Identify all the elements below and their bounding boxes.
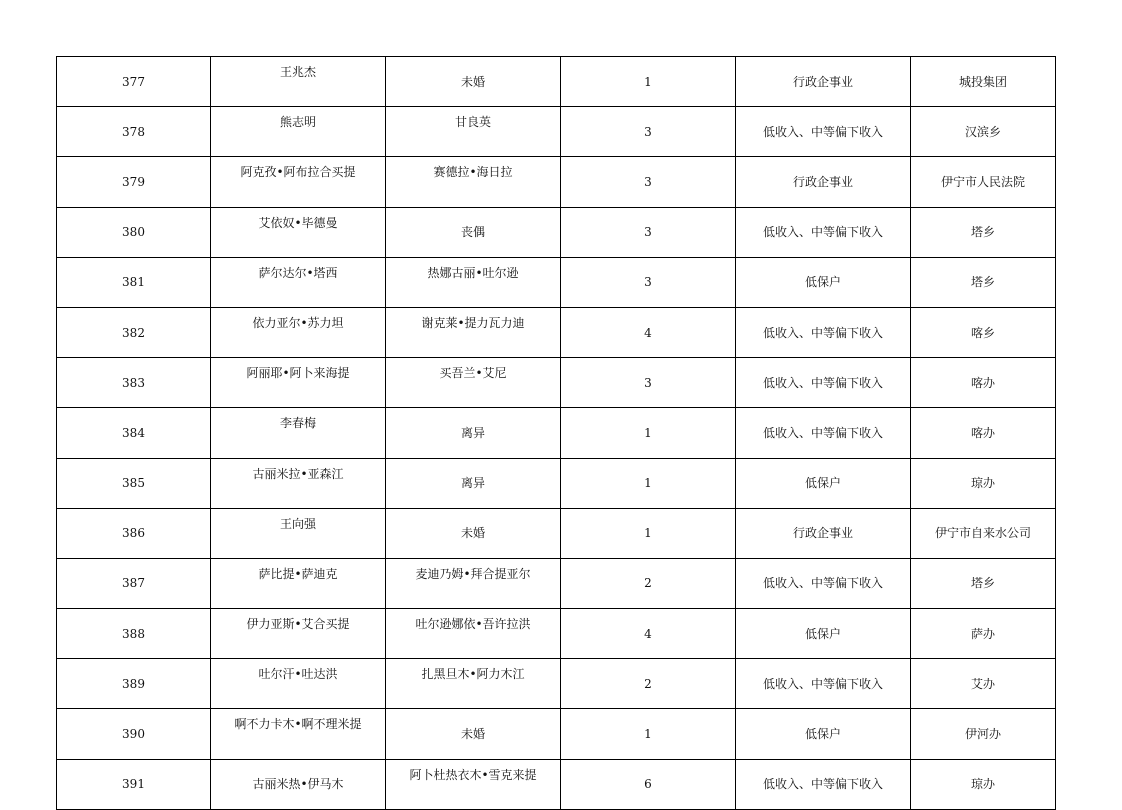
work-unit-cell: 塔乡 — [911, 257, 1056, 307]
row-number-cell: 378 — [57, 107, 211, 157]
work-unit-cell: 喀乡 — [911, 307, 1056, 357]
table-row — [57, 659, 1056, 709]
applicant-name-cell: 古丽米热•伊马木 — [211, 759, 386, 809]
category-cell: 低保户 — [736, 458, 911, 508]
applicant-name-cell: 阿丽耶•阿卜来海提 — [211, 358, 386, 408]
work-unit-cell: 喀办 — [911, 358, 1056, 408]
applicant-name-cell: 萨比提•萨迪克 — [211, 558, 386, 608]
row-number-cell: 377 — [57, 57, 211, 107]
household-size-cell: 3 — [561, 107, 736, 157]
applicant-name-cell: 李春梅 — [211, 408, 386, 458]
work-unit-cell: 艾办 — [911, 659, 1056, 709]
work-unit-cell: 汉滨乡 — [911, 107, 1056, 157]
spouse-cell: 未婚 — [386, 508, 561, 558]
work-unit-cell: 塔乡 — [911, 558, 1056, 608]
household-size-cell: 1 — [561, 709, 736, 759]
applicant-name-cell: 萨尔达尔•塔西 — [211, 257, 386, 307]
category-cell: 低收入、中等偏下收入 — [736, 659, 911, 709]
table-row — [57, 558, 1056, 608]
category-cell: 低收入、中等偏下收入 — [736, 358, 911, 408]
spouse-cell: 丧偶 — [386, 207, 561, 257]
household-size-cell: 1 — [561, 408, 736, 458]
applicant-name-cell: 吐尔汗•吐达洪 — [211, 659, 386, 709]
spouse-cell: 谢克莱•提力瓦力迪 — [386, 307, 561, 357]
household-size-cell: 1 — [561, 458, 736, 508]
category-cell: 低保户 — [736, 609, 911, 659]
row-number-cell: 380 — [57, 207, 211, 257]
spouse-cell: 热娜古丽•吐尔逊 — [386, 257, 561, 307]
applicant-name-cell: 阿克孜•阿布拉合买提 — [211, 157, 386, 207]
household-size-cell: 2 — [561, 659, 736, 709]
applicant-name-cell: 熊志明 — [211, 107, 386, 157]
category-cell: 低收入、中等偏下收入 — [736, 207, 911, 257]
spouse-cell: 离异 — [386, 458, 561, 508]
category-cell: 低收入、中等偏下收入 — [736, 408, 911, 458]
applicant-name-cell: 古丽米拉•亚森江 — [211, 458, 386, 508]
category-cell: 行政企事业 — [736, 508, 911, 558]
table-row — [57, 157, 1056, 207]
household-size-cell: 4 — [561, 609, 736, 659]
household-size-cell: 1 — [561, 57, 736, 107]
work-unit-cell: 城投集团 — [911, 57, 1056, 107]
work-unit-cell: 琼办 — [911, 759, 1056, 809]
spouse-cell: 甘良英 — [386, 107, 561, 157]
table-row — [57, 458, 1056, 508]
household-size-cell: 3 — [561, 157, 736, 207]
applicant-name-cell: 啊不力卡木•啊不理米提 — [211, 709, 386, 759]
row-number-cell: 391 — [57, 759, 211, 809]
household-size-cell: 3 — [561, 207, 736, 257]
row-number-cell: 379 — [57, 157, 211, 207]
work-unit-cell: 萨办 — [911, 609, 1056, 659]
category-cell: 行政企事业 — [736, 57, 911, 107]
household-size-cell: 3 — [561, 358, 736, 408]
spouse-cell: 赛德拉•海日拉 — [386, 157, 561, 207]
spouse-cell: 扎黑旦木•阿力木江 — [386, 659, 561, 709]
row-number-cell: 384 — [57, 408, 211, 458]
data-table — [56, 56, 1056, 810]
table-row — [57, 759, 1056, 809]
category-cell: 低保户 — [736, 257, 911, 307]
category-cell: 低保户 — [736, 709, 911, 759]
category-cell: 低收入、中等偏下收入 — [736, 558, 911, 608]
table-body — [57, 57, 1056, 810]
table-row — [57, 508, 1056, 558]
table-row — [57, 358, 1056, 408]
work-unit-cell: 琼办 — [911, 458, 1056, 508]
category-cell: 低收入、中等偏下收入 — [736, 107, 911, 157]
row-number-cell: 383 — [57, 358, 211, 408]
applicant-name-cell: 艾依奴•毕德曼 — [211, 207, 386, 257]
spouse-cell: 吐尔逊娜依•吾许拉洪 — [386, 609, 561, 659]
household-size-cell: 3 — [561, 257, 736, 307]
table-row — [57, 307, 1056, 357]
household-size-cell: 2 — [561, 558, 736, 608]
spouse-cell: 麦迪乃姆•拜合提亚尔 — [386, 558, 561, 608]
category-cell: 低收入、中等偏下收入 — [736, 307, 911, 357]
spouse-cell: 买吾兰•艾尼 — [386, 358, 561, 408]
applicant-name-cell: 伊力亚斯•艾合买提 — [211, 609, 386, 659]
row-number-cell: 385 — [57, 458, 211, 508]
spouse-cell: 离异 — [386, 408, 561, 458]
table-row — [57, 257, 1056, 307]
table-row — [57, 57, 1056, 107]
row-number-cell: 389 — [57, 659, 211, 709]
row-number-cell: 388 — [57, 609, 211, 659]
row-number-cell: 381 — [57, 257, 211, 307]
household-size-cell: 1 — [561, 508, 736, 558]
work-unit-cell: 伊河办 — [911, 709, 1056, 759]
category-cell: 低收入、中等偏下收入 — [736, 759, 911, 809]
row-number-cell: 387 — [57, 558, 211, 608]
applicant-name-cell: 王向强 — [211, 508, 386, 558]
spouse-cell: 未婚 — [386, 709, 561, 759]
spouse-cell: 阿卜杜热衣木•雪克来提 — [386, 759, 561, 809]
table-row — [57, 107, 1056, 157]
work-unit-cell: 伊宁市人民法院 — [911, 157, 1056, 207]
table-row — [57, 207, 1056, 257]
row-number-cell: 386 — [57, 508, 211, 558]
table-row — [57, 408, 1056, 458]
applicant-name-cell: 王兆杰 — [211, 57, 386, 107]
work-unit-cell: 伊宁市自来水公司 — [911, 508, 1056, 558]
table-row — [57, 609, 1056, 659]
work-unit-cell: 喀办 — [911, 408, 1056, 458]
category-cell: 行政企事业 — [736, 157, 911, 207]
applicant-name-cell: 依力亚尔•苏力坦 — [211, 307, 386, 357]
row-number-cell: 382 — [57, 307, 211, 357]
table-row — [57, 709, 1056, 759]
row-number-cell: 390 — [57, 709, 211, 759]
household-size-cell: 4 — [561, 307, 736, 357]
household-size-cell: 6 — [561, 759, 736, 809]
work-unit-cell: 塔乡 — [911, 207, 1056, 257]
spouse-cell: 未婚 — [386, 57, 561, 107]
